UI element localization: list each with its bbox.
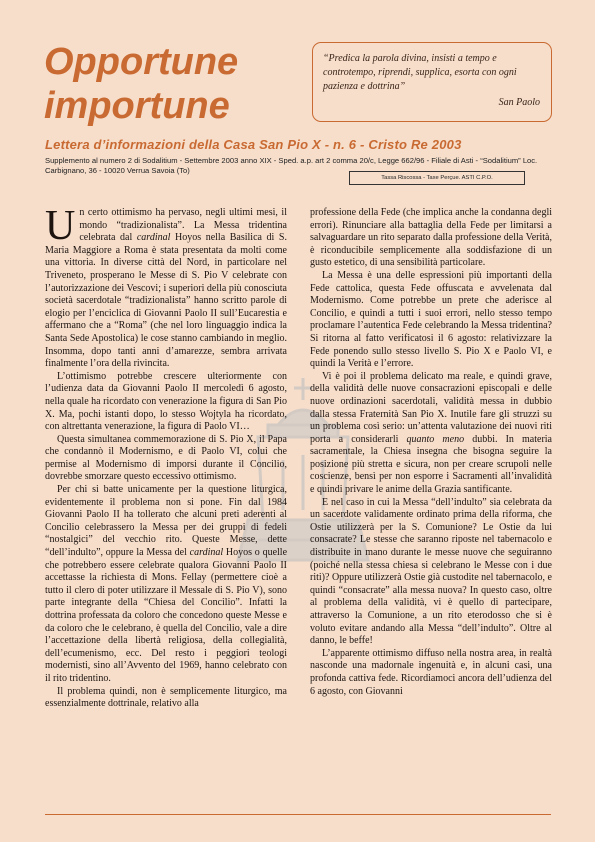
masthead-title-line1: Opportune: [44, 41, 239, 83]
epigraph-quote-box: [312, 42, 552, 122]
article-paragraph: E nel caso in cui la Messa “dell’indulto” sia celebrata da un sacerdote validamente ordinato prima della riforma, che Ostie utilizzerà per la S. Comunione? Le Ostie da lui consacrate? Le stesse che saranno riposte nel tabernacolo e distribuite in mano durante le messe nuove che seguiranno (poiché nella stessa chiesa si celebrano le Messe con i due riti)? Oppure utilizzerà Ostie già custodite nel tabernacolo, e quindi “consacrate” alla messa nuova? In questo caso, oltre al problema della validità, vi è quello di partecipare, attraverso la Comunione, a un rito eterodosso che si è voluto evitare andando alla Messa “dell’indulto”. Oltre al danno, le beffe!: [310, 496, 552, 647]
article-paragraph: Questa simultanea commemorazione di S. Pio X, il Papa che condannò il Modernismo, e di Paolo VI, colui che permise al Modernismo di imporsi durante il Concilio, dovrebbe smorzare questo eccessivo ottimismo.: [45, 433, 287, 483]
article-column-left: [45, 203, 288, 711]
article-paragraph: La Messa è una delle espressioni più importanti della Fede cattolica, questa Fede offuscata e avvelenata dal Modernismo. Come potrebbe un prete che aderisce al Concilio, e quindi a tutti i suoi errori, nello stesso tempo proclamare l’autentica Fede celebrando la Messa tridentina? Si ritorna al fatto verificatosi il 6 agosto: relativizzare la Fede ponendo sullo stesso livello S. Pio X e Paolo VI, e quindi la Verità e l’errore.: [310, 269, 552, 370]
article-paragraph: Il problema quindi, non è semplicemente liturgico, ma essenzialmente dottrinale, relativo alla: [45, 685, 287, 710]
article-column-right: [310, 207, 552, 698]
bottom-divider: [45, 814, 551, 815]
masthead-title: [44, 40, 238, 128]
article-paragraph: L’apparente ottimismo diffuso nella nostra area, in realtà nasconde una madornale ingenuità e, in alcuni casi, una profonda cattiva fede. Ricordiamoci ancora dell’udienza del 6 agosto, con Giovanni: [310, 647, 552, 697]
drop-cap: U: [45, 203, 76, 249]
article-paragraph: professione della Fede (che implica anche la condanna degli errori). Rinunciare alla battaglia della Fede per limitarsi a salvaguardare un rito separato dalla professione della Verità, è riconducibile semplicemente alla soddisfazione di un gusto estetico, di una sensibilità particolare.: [310, 207, 552, 269]
article-paragraph: L’ottimismo potrebbe crescere ulteriormente con l’udienza data da Giovanni Paolo II mercoledì 6 agosto, nella quale ha ricordato con venerazione la figura di San Pio X. Ma, pochi istanti dopo, lo stesso Wojtyla ha ricordato, con altrettanta venerazione, la figura di Paolo VI…: [45, 370, 287, 433]
article-paragraph: Un certo ottimismo ha pervaso, negli ultimi mesi, il mondo “tradizionalista”. La Messa tridentina celebrata dal cardinal Hoyos nella Basilica di S. Maria Maggiore a Roma è stata presentata da molti come una vittoria. In diverse città del Nord, in particolare nel Triveneto, prosperano le Messe di S. Pio V celebrate con l’autorizzazione dei Vescovi; i superiori della più conosciuta società sacerdotale “tradizionalista” hanno scritto parole di elogio per l’enciclica di Giovanni Paolo II sull’Eucarestia e affermano che a “Roma” (che nel loro linguaggio indica la Santa Sede Apostolica) le cose stanno cambiando in meglio. Insomma, dopo tanti anni d’amarezze, sembra arrivata finalmente l’ora della rivincita.: [45, 203, 287, 370]
epigraph-quote-text: “Predica la parola divina, insisti a tempo e controtempo, riprendi, supplica, esorta con ogni pazienza e dottrina”: [323, 53, 517, 92]
epigraph-quote-author: San Paolo: [498, 97, 540, 108]
postage-notice: Tassa Riscossa - Taxe Perçue. ASTI C.P.O.: [349, 171, 525, 185]
article-paragraph: Vi è poi il problema delicato ma reale, e quindi grave, della validità delle nuove consacrazioni episcopali e delle nuove ordinazioni sacerdotali, validità messa in dubbio dalla stessa Fraternità San Pio X. Inutile fare gli struzzi su un problema così serio: un’attenta valutazione dei nuovi riti porta a considerarli quanto meno dubbi. In materia sacramentale, la Chiesa insegna che bisogna seguire la posizione più stretta e sicura, non per creare scrupoli nelle coscienze, bensì per non esporre i Sacramenti all’invalidità e quindi privare le anime della Grazia santificante.: [310, 370, 552, 496]
newsletter-subtitle: Lettera d’informazioni della Casa San Pio X - n. 6 - Cristo Re 2003: [45, 137, 462, 152]
masthead-title-line2: importune: [44, 85, 230, 127]
article-paragraph: Per chi si batte unicamente per la questione liturgica, evidentemente il problema non si pone. Fin dal 1984 Giovanni Paolo II ha tollerato che alcuni preti aderenti al Concilio celebrassero la Messa per dei gruppi di fedeli “nostalgici” del vecchio rito. Queste Messe, dette “dell’indulto”, oppure la Messa del cardinal Hoyos o quelle che potrebbero essere celebrate qualora Giovanni Paolo II accettasse la richiesta di Mons. Fellay (permettere cioè a tutto il clero di poter utilizzare il Messale di S. Pio V), sono parte integrante della “Chiesa del Concilio”. Infatti la dottrina professata da coloro che concedono queste Messe e da coloro che le celebrano, è quella del Concilio, vale a dire l’accettazione della libertà religiosa, della collegialità, dell’ecumenismo, ecc. Del resto i peggiori teologi modernisti, sino all’Avvento del 1969, hanno celebrato con il rito tridentino.: [45, 484, 288, 684]
publication-info: Supplemento al numero 2 di Sodalitium - Settembre 2003 anno XIX - Sped. a.p. art 2 comma 20/c, Legge 662/96 - Filiale di Asti - “Sodalitium” Loc. Carbignano, 36 - 10020 Verrua Savoia (To): [45, 156, 538, 175]
